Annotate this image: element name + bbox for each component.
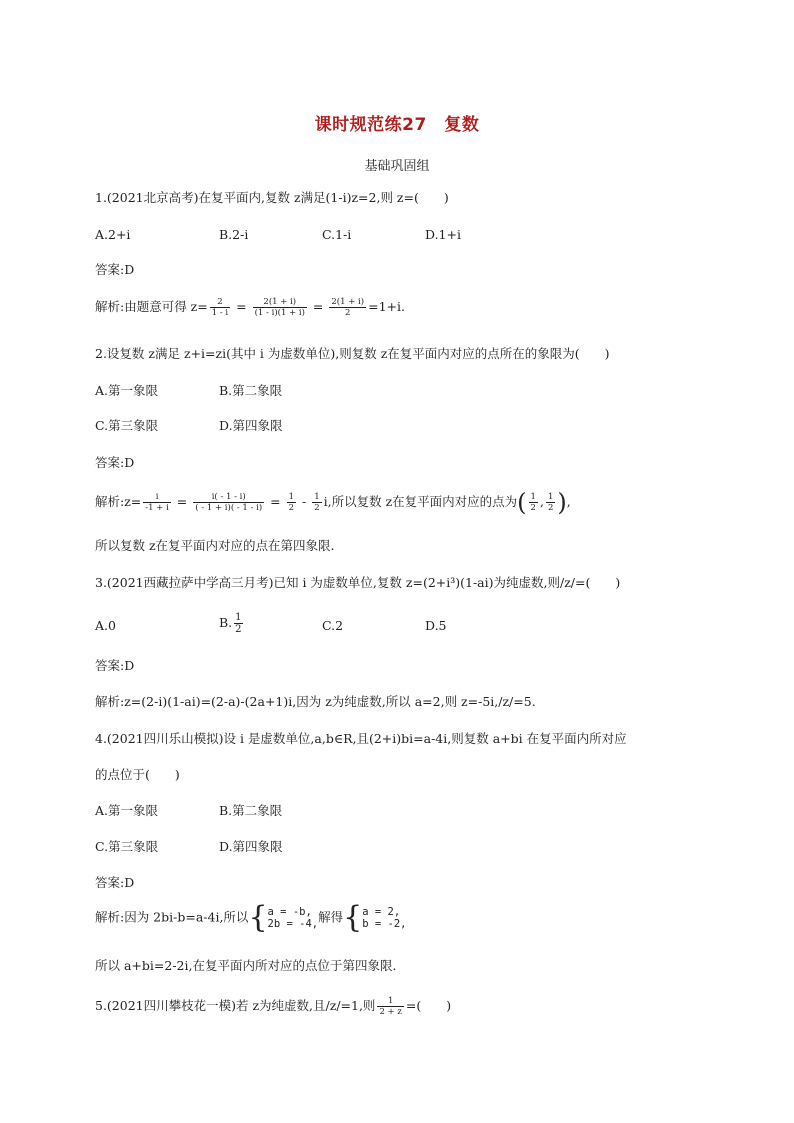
q2-solution: 解析:z= $\frac{i}{-1 + i}$ = $\frac{i( - 1 - i)}{( - 1 + i)( - 1 - i)}$ = $\frac{1}{2}$ - $\frac{1}{2}$ i,所以复数 z在复平面内对应的点为( $\frac{1}{2}$ , $\frac{1}{2}$ ), [95,488,571,517]
q3-option-b: B. $\frac{1}{2}$ [219,612,242,635]
q2-frac-3: $\frac{1}{2}$ [288,492,295,513]
q1-answer: 答案:D [95,262,135,277]
question-3-stem: 3.(2021西藏拉萨中学高三月考)已知 i 为虚数单位,复数 z=(2+i³)(1-ai)为纯虚数,则/z/=( ) [95,575,621,590]
q4-option-a: A.第一象限 [95,803,159,818]
q4-option-d: D.第四象限 [219,839,283,854]
q2-frac-2: $\frac{i( - 1 - i)}{( - 1 + i)( - 1 - i)}$ [195,492,263,513]
q4-solution: 解析:因为 2bi-b=a-4i,所以{ a = -b, 2b = -4, 解得{ a = 2, b = -2, [95,900,407,935]
question-2-stem: 2.设复数 z满足 z+i=zi(其中 i 为虚数单位),则复数 z在复平面内对应的点所在的象限为( ) [95,346,610,361]
q3-solution: 解析:z=(2-i)(1-ai)=(2-a)-(2a+1)i,因为 z为纯虚数,所以 a=2,则 z=-5i,/z/=5. [95,694,536,709]
q3-answer: 答案:D [95,658,135,673]
q2-point-y: $\frac{1}{2}$ [547,492,554,513]
q3-option-c: C.2 [322,618,344,633]
question-4-stem-line-2: 的点位于( ) [95,767,180,782]
q4-equation-system-2: a = 2, b = -2, [362,906,407,930]
page-title: 课时规范练27 复数 [314,115,480,135]
q3-option-d: D.5 [425,618,447,633]
question-5-stem: 5.(2021四川攀枝花一模)若 z为纯虚数,且/z/=1,则 $\frac{1}{2 + z}$ =( ) [95,996,452,1017]
q2-solution-line-2: 所以复数 z在复平面内对应的点在第四象限. [95,538,335,553]
q4-option-b: B.第二象限 [219,803,283,818]
q1-option-d: D.1+i [425,227,461,242]
q1-solution: 解析:由题意可得 z= $\frac{2}{1 - i}$ = $\frac{2(1 + i)}{(1 - i)(1 + i)}$ = $\frac{2(1 + i)}{2}$ =1+i. [95,297,405,318]
q4-equation-system-1: a = -b, 2b = -4, [267,906,319,930]
q3-option-a: A.0 [95,618,116,633]
q1-solution-prefix: 解析:由题意可得 z= [95,299,208,314]
q2-option-d: D.第四象限 [219,418,283,433]
q1-frac-3: $\frac{2(1 + i)}{2}$ [331,297,365,318]
q4-solution-line-2: 所以 a+bi=2-2i,在复平面内所对应的点位于第四象限. [95,958,397,973]
q1-frac-1: $\frac{2}{1 - i}$ [211,297,229,318]
q1-frac-2: $\frac{2(1 + i)}{(1 - i)(1 + i)}$ [254,297,305,318]
q1-option-c: C.1-i [322,227,352,242]
q4-answer: 答案:D [95,875,135,890]
q1-option-a: A.2+i [95,227,131,242]
q4-option-c: C.第三象限 [95,839,159,854]
q2-frac-1: $\frac{i}{-1 + i}$ [145,492,169,513]
q1-option-b: B.2-i [219,227,249,242]
question-4-stem-line-1: 4.(2021四川乐山模拟)设 i 是虚数单位,a,b∈R,且(2+i)bi=a-4i,则复数 a+bi 在复平面内所对应 [95,731,627,746]
q2-answer: 答案:D [95,455,135,470]
q2-point-x: $\frac{1}{2}$ [530,492,536,513]
q5-frac: $\frac{1}{2 + z}$ [379,996,402,1017]
q2-frac-4: $\frac{1}{2}$ [314,492,320,513]
q2-option-b: B.第二象限 [219,383,283,398]
question-1-stem: 1.(2021北京高考)在复平面内,复数 z满足(1-i)z=2,则 z=( ) [95,190,449,205]
section-heading: 基础巩固组 [364,159,430,174]
q2-option-a: A.第一象限 [95,383,159,398]
q2-option-c: C.第三象限 [95,418,159,433]
